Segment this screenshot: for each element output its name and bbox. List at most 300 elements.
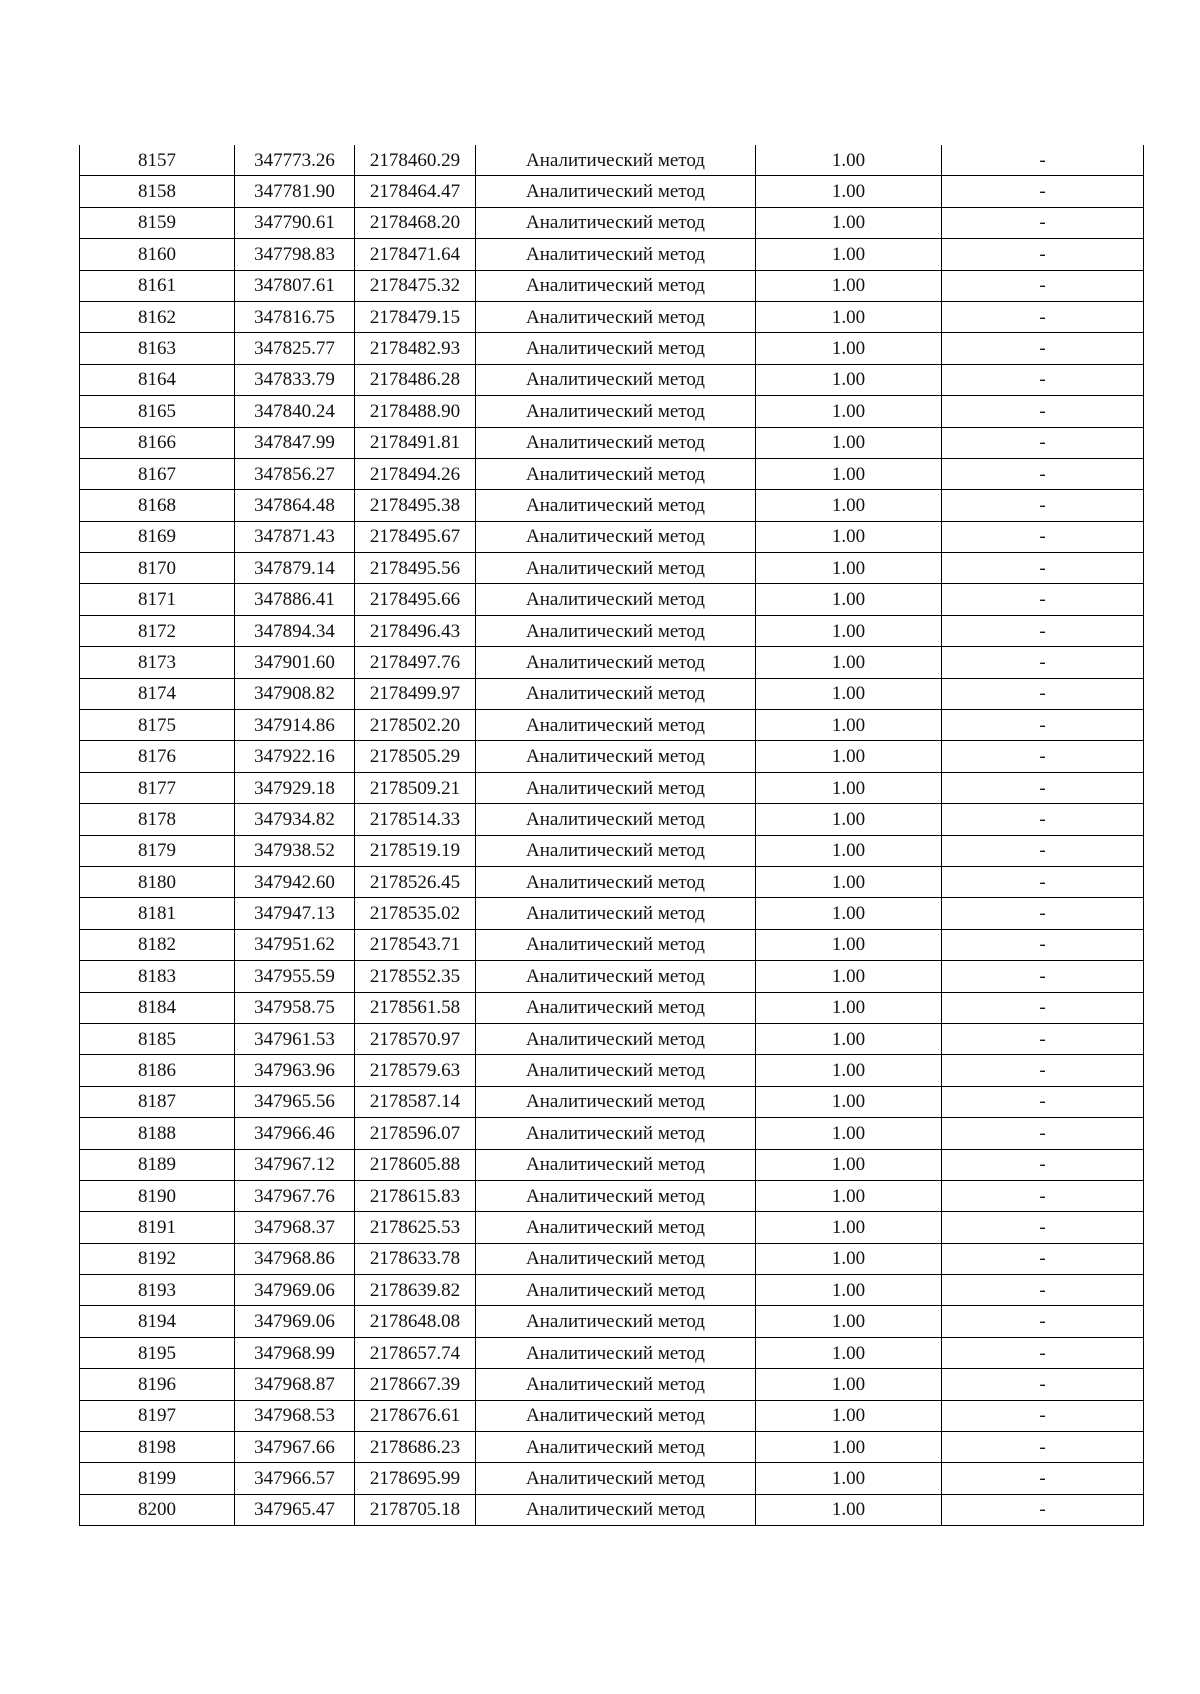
method-cell: Аналитический метод xyxy=(476,1400,756,1431)
y-coordinate-cell: 2178495.67 xyxy=(355,521,476,552)
point-number-cell: 8189 xyxy=(80,1149,235,1180)
accuracy-cell: 1.00 xyxy=(756,647,942,678)
y-coordinate-cell: 2178552.35 xyxy=(355,961,476,992)
x-coordinate-cell: 347847.99 xyxy=(235,427,355,458)
x-coordinate-cell: 347825.77 xyxy=(235,333,355,364)
table-row xyxy=(80,1400,1144,1431)
note-cell: - xyxy=(942,584,1144,615)
x-coordinate-cell: 347922.16 xyxy=(235,741,355,772)
method-cell: Аналитический метод xyxy=(476,1023,756,1054)
table-row xyxy=(80,992,1144,1023)
method-cell: Аналитический метод xyxy=(476,207,756,238)
method-cell: Аналитический метод xyxy=(476,458,756,489)
table-row xyxy=(80,1369,1144,1400)
table-row xyxy=(80,929,1144,960)
x-coordinate-cell: 347965.47 xyxy=(235,1494,355,1525)
accuracy-cell: 1.00 xyxy=(756,1432,942,1463)
accuracy-cell: 1.00 xyxy=(756,1337,942,1368)
method-cell: Аналитический метод xyxy=(476,710,756,741)
note-cell: - xyxy=(942,1463,1144,1494)
method-cell: Аналитический метод xyxy=(476,1432,756,1463)
point-number-cell: 8182 xyxy=(80,929,235,960)
accuracy-cell: 1.00 xyxy=(756,1369,942,1400)
point-number-cell: 8161 xyxy=(80,270,235,301)
table-row xyxy=(80,1086,1144,1117)
x-coordinate-cell: 347781.90 xyxy=(235,176,355,207)
method-cell: Аналитический метод xyxy=(476,804,756,835)
x-coordinate-cell: 347816.75 xyxy=(235,301,355,332)
point-number-cell: 8174 xyxy=(80,678,235,709)
accuracy-cell: 1.00 xyxy=(756,490,942,521)
x-coordinate-cell: 347934.82 xyxy=(235,804,355,835)
x-coordinate-cell: 347938.52 xyxy=(235,835,355,866)
x-coordinate-cell: 347807.61 xyxy=(235,270,355,301)
x-coordinate-cell: 347967.66 xyxy=(235,1432,355,1463)
note-cell: - xyxy=(942,553,1144,584)
method-cell: Аналитический метод xyxy=(476,333,756,364)
y-coordinate-cell: 2178579.63 xyxy=(355,1055,476,1086)
table-row xyxy=(80,710,1144,741)
point-number-cell: 8178 xyxy=(80,804,235,835)
x-coordinate-cell: 347908.82 xyxy=(235,678,355,709)
y-coordinate-cell: 2178505.29 xyxy=(355,741,476,772)
note-cell: - xyxy=(942,207,1144,238)
point-number-cell: 8167 xyxy=(80,458,235,489)
y-coordinate-cell: 2178482.93 xyxy=(355,333,476,364)
y-coordinate-cell: 2178625.53 xyxy=(355,1212,476,1243)
accuracy-cell: 1.00 xyxy=(756,301,942,332)
table-row xyxy=(80,396,1144,427)
x-coordinate-cell: 347966.46 xyxy=(235,1118,355,1149)
method-cell: Аналитический метод xyxy=(476,490,756,521)
y-coordinate-cell: 2178695.99 xyxy=(355,1463,476,1494)
note-cell: - xyxy=(942,490,1144,521)
note-cell: - xyxy=(942,615,1144,646)
accuracy-cell: 1.00 xyxy=(756,396,942,427)
note-cell: - xyxy=(942,929,1144,960)
note-cell: - xyxy=(942,961,1144,992)
y-coordinate-cell: 2178499.97 xyxy=(355,678,476,709)
x-coordinate-cell: 347968.86 xyxy=(235,1243,355,1274)
accuracy-cell: 1.00 xyxy=(756,992,942,1023)
table-row xyxy=(80,521,1144,552)
method-cell: Аналитический метод xyxy=(476,145,756,176)
method-cell: Аналитический метод xyxy=(476,1369,756,1400)
y-coordinate-cell: 2178475.32 xyxy=(355,270,476,301)
point-number-cell: 8177 xyxy=(80,772,235,803)
method-cell: Аналитический метод xyxy=(476,898,756,929)
x-coordinate-cell: 347968.99 xyxy=(235,1337,355,1368)
point-number-cell: 8183 xyxy=(80,961,235,992)
accuracy-cell: 1.00 xyxy=(756,1118,942,1149)
method-cell: Аналитический метод xyxy=(476,1086,756,1117)
method-cell: Аналитический метод xyxy=(476,1149,756,1180)
table-row xyxy=(80,1432,1144,1463)
x-coordinate-cell: 347951.62 xyxy=(235,929,355,960)
point-number-cell: 8191 xyxy=(80,1212,235,1243)
method-cell: Аналитический метод xyxy=(476,1180,756,1211)
x-coordinate-cell: 347871.43 xyxy=(235,521,355,552)
method-cell: Аналитический метод xyxy=(476,301,756,332)
point-number-cell: 8181 xyxy=(80,898,235,929)
x-coordinate-cell: 347914.86 xyxy=(235,710,355,741)
accuracy-cell: 1.00 xyxy=(756,584,942,615)
point-number-cell: 8176 xyxy=(80,741,235,772)
point-number-cell: 8193 xyxy=(80,1275,235,1306)
accuracy-cell: 1.00 xyxy=(756,929,942,960)
table-row xyxy=(80,1306,1144,1337)
note-cell: - xyxy=(942,1306,1144,1337)
method-cell: Аналитический метод xyxy=(476,1275,756,1306)
y-coordinate-cell: 2178543.71 xyxy=(355,929,476,960)
table-row xyxy=(80,333,1144,364)
note-cell: - xyxy=(942,270,1144,301)
x-coordinate-cell: 347886.41 xyxy=(235,584,355,615)
method-cell: Аналитический метод xyxy=(476,427,756,458)
note-cell: - xyxy=(942,364,1144,395)
method-cell: Аналитический метод xyxy=(476,1494,756,1525)
x-coordinate-cell: 347790.61 xyxy=(235,207,355,238)
note-cell: - xyxy=(942,678,1144,709)
y-coordinate-cell: 2178633.78 xyxy=(355,1243,476,1274)
note-cell: - xyxy=(942,1275,1144,1306)
method-cell: Аналитический метод xyxy=(476,521,756,552)
accuracy-cell: 1.00 xyxy=(756,207,942,238)
accuracy-cell: 1.00 xyxy=(756,615,942,646)
accuracy-cell: 1.00 xyxy=(756,145,942,176)
y-coordinate-cell: 2178494.26 xyxy=(355,458,476,489)
x-coordinate-cell: 347961.53 xyxy=(235,1023,355,1054)
table-row xyxy=(80,458,1144,489)
point-number-cell: 8171 xyxy=(80,584,235,615)
point-number-cell: 8172 xyxy=(80,615,235,646)
method-cell: Аналитический метод xyxy=(476,239,756,270)
table-row xyxy=(80,961,1144,992)
point-number-cell: 8170 xyxy=(80,553,235,584)
point-number-cell: 8199 xyxy=(80,1463,235,1494)
point-number-cell: 8185 xyxy=(80,1023,235,1054)
x-coordinate-cell: 347929.18 xyxy=(235,772,355,803)
y-coordinate-cell: 2178496.43 xyxy=(355,615,476,646)
point-number-cell: 8162 xyxy=(80,301,235,332)
accuracy-cell: 1.00 xyxy=(756,835,942,866)
table-row xyxy=(80,270,1144,301)
note-cell: - xyxy=(942,1086,1144,1117)
y-coordinate-cell: 2178615.83 xyxy=(355,1180,476,1211)
note-cell: - xyxy=(942,866,1144,897)
method-cell: Аналитический метод xyxy=(476,1337,756,1368)
note-cell: - xyxy=(942,992,1144,1023)
table-body xyxy=(80,145,1144,1526)
x-coordinate-cell: 347968.53 xyxy=(235,1400,355,1431)
y-coordinate-cell: 2178495.38 xyxy=(355,490,476,521)
x-coordinate-cell: 347968.87 xyxy=(235,1369,355,1400)
method-cell: Аналитический метод xyxy=(476,584,756,615)
y-coordinate-cell: 2178705.18 xyxy=(355,1494,476,1525)
method-cell: Аналитический метод xyxy=(476,396,756,427)
table-row xyxy=(80,615,1144,646)
point-number-cell: 8195 xyxy=(80,1337,235,1368)
accuracy-cell: 1.00 xyxy=(756,270,942,301)
table-row xyxy=(80,772,1144,803)
method-cell: Аналитический метод xyxy=(476,835,756,866)
x-coordinate-cell: 347894.34 xyxy=(235,615,355,646)
note-cell: - xyxy=(942,647,1144,678)
x-coordinate-cell: 347773.26 xyxy=(235,145,355,176)
note-cell: - xyxy=(942,239,1144,270)
accuracy-cell: 1.00 xyxy=(756,176,942,207)
note-cell: - xyxy=(942,427,1144,458)
method-cell: Аналитический метод xyxy=(476,1212,756,1243)
accuracy-cell: 1.00 xyxy=(756,898,942,929)
x-coordinate-cell: 347969.06 xyxy=(235,1275,355,1306)
point-number-cell: 8157 xyxy=(80,145,235,176)
point-number-cell: 8194 xyxy=(80,1306,235,1337)
table-row xyxy=(80,1212,1144,1243)
note-cell: - xyxy=(942,396,1144,427)
accuracy-cell: 1.00 xyxy=(756,1086,942,1117)
note-cell: - xyxy=(942,1337,1144,1368)
point-number-cell: 8192 xyxy=(80,1243,235,1274)
note-cell: - xyxy=(942,772,1144,803)
table-row xyxy=(80,176,1144,207)
table-row xyxy=(80,145,1144,176)
method-cell: Аналитический метод xyxy=(476,553,756,584)
x-coordinate-cell: 347958.75 xyxy=(235,992,355,1023)
x-coordinate-cell: 347942.60 xyxy=(235,866,355,897)
point-number-cell: 8165 xyxy=(80,396,235,427)
table-row xyxy=(80,1149,1144,1180)
method-cell: Аналитический метод xyxy=(476,364,756,395)
y-coordinate-cell: 2178667.39 xyxy=(355,1369,476,1400)
note-cell: - xyxy=(942,1180,1144,1211)
method-cell: Аналитический метод xyxy=(476,615,756,646)
point-number-cell: 8187 xyxy=(80,1086,235,1117)
x-coordinate-cell: 347967.12 xyxy=(235,1149,355,1180)
accuracy-cell: 1.00 xyxy=(756,678,942,709)
method-cell: Аналитический метод xyxy=(476,1243,756,1274)
x-coordinate-cell: 347833.79 xyxy=(235,364,355,395)
point-number-cell: 8166 xyxy=(80,427,235,458)
note-cell: - xyxy=(942,710,1144,741)
table-row xyxy=(80,1243,1144,1274)
accuracy-cell: 1.00 xyxy=(756,772,942,803)
note-cell: - xyxy=(942,1432,1144,1463)
method-cell: Аналитический метод xyxy=(476,176,756,207)
y-coordinate-cell: 2178605.88 xyxy=(355,1149,476,1180)
point-number-cell: 8158 xyxy=(80,176,235,207)
table-row xyxy=(80,1337,1144,1368)
method-cell: Аналитический метод xyxy=(476,647,756,678)
point-number-cell: 8175 xyxy=(80,710,235,741)
y-coordinate-cell: 2178676.61 xyxy=(355,1400,476,1431)
table-row xyxy=(80,207,1144,238)
point-number-cell: 8173 xyxy=(80,647,235,678)
method-cell: Аналитический метод xyxy=(476,741,756,772)
accuracy-cell: 1.00 xyxy=(756,521,942,552)
method-cell: Аналитический метод xyxy=(476,929,756,960)
table-row xyxy=(80,239,1144,270)
table-row xyxy=(80,1055,1144,1086)
accuracy-cell: 1.00 xyxy=(756,364,942,395)
accuracy-cell: 1.00 xyxy=(756,710,942,741)
note-cell: - xyxy=(942,301,1144,332)
y-coordinate-cell: 2178587.14 xyxy=(355,1086,476,1117)
table-row xyxy=(80,584,1144,615)
y-coordinate-cell: 2178486.28 xyxy=(355,364,476,395)
table-row xyxy=(80,1275,1144,1306)
method-cell: Аналитический метод xyxy=(476,772,756,803)
y-coordinate-cell: 2178639.82 xyxy=(355,1275,476,1306)
y-coordinate-cell: 2178497.76 xyxy=(355,647,476,678)
point-number-cell: 8190 xyxy=(80,1180,235,1211)
point-number-cell: 8188 xyxy=(80,1118,235,1149)
table-row xyxy=(80,1023,1144,1054)
table-row xyxy=(80,898,1144,929)
note-cell: - xyxy=(942,1149,1144,1180)
accuracy-cell: 1.00 xyxy=(756,553,942,584)
note-cell: - xyxy=(942,741,1144,772)
x-coordinate-cell: 347966.57 xyxy=(235,1463,355,1494)
accuracy-cell: 1.00 xyxy=(756,1023,942,1054)
point-number-cell: 8168 xyxy=(80,490,235,521)
table-row xyxy=(80,866,1144,897)
accuracy-cell: 1.00 xyxy=(756,458,942,489)
y-coordinate-cell: 2178502.20 xyxy=(355,710,476,741)
point-number-cell: 8196 xyxy=(80,1369,235,1400)
table-row xyxy=(80,647,1144,678)
method-cell: Аналитический метод xyxy=(476,1463,756,1494)
accuracy-cell: 1.00 xyxy=(756,741,942,772)
accuracy-cell: 1.00 xyxy=(756,333,942,364)
note-cell: - xyxy=(942,898,1144,929)
note-cell: - xyxy=(942,333,1144,364)
method-cell: Аналитический метод xyxy=(476,1306,756,1337)
accuracy-cell: 1.00 xyxy=(756,239,942,270)
point-number-cell: 8163 xyxy=(80,333,235,364)
accuracy-cell: 1.00 xyxy=(756,1055,942,1086)
point-number-cell: 8169 xyxy=(80,521,235,552)
accuracy-cell: 1.00 xyxy=(756,1494,942,1525)
y-coordinate-cell: 2178514.33 xyxy=(355,804,476,835)
y-coordinate-cell: 2178596.07 xyxy=(355,1118,476,1149)
table-row xyxy=(80,835,1144,866)
accuracy-cell: 1.00 xyxy=(756,1306,942,1337)
note-cell: - xyxy=(942,1243,1144,1274)
x-coordinate-cell: 347965.56 xyxy=(235,1086,355,1117)
table-row xyxy=(80,427,1144,458)
method-cell: Аналитический метод xyxy=(476,866,756,897)
x-coordinate-cell: 347879.14 xyxy=(235,553,355,584)
y-coordinate-cell: 2178648.08 xyxy=(355,1306,476,1337)
y-coordinate-cell: 2178488.90 xyxy=(355,396,476,427)
table-row xyxy=(80,553,1144,584)
table-row xyxy=(80,490,1144,521)
table-row xyxy=(80,301,1144,332)
point-number-cell: 8164 xyxy=(80,364,235,395)
note-cell: - xyxy=(942,1118,1144,1149)
table-row xyxy=(80,678,1144,709)
point-number-cell: 8160 xyxy=(80,239,235,270)
x-coordinate-cell: 347864.48 xyxy=(235,490,355,521)
coordinates-table xyxy=(79,145,1144,1526)
method-cell: Аналитический метод xyxy=(476,678,756,709)
method-cell: Аналитический метод xyxy=(476,992,756,1023)
point-number-cell: 8186 xyxy=(80,1055,235,1086)
accuracy-cell: 1.00 xyxy=(756,1212,942,1243)
point-number-cell: 8197 xyxy=(80,1400,235,1431)
accuracy-cell: 1.00 xyxy=(756,1275,942,1306)
accuracy-cell: 1.00 xyxy=(756,1180,942,1211)
x-coordinate-cell: 347967.76 xyxy=(235,1180,355,1211)
y-coordinate-cell: 2178561.58 xyxy=(355,992,476,1023)
accuracy-cell: 1.00 xyxy=(756,427,942,458)
y-coordinate-cell: 2178468.20 xyxy=(355,207,476,238)
point-number-cell: 8180 xyxy=(80,866,235,897)
method-cell: Аналитический метод xyxy=(476,270,756,301)
y-coordinate-cell: 2178686.23 xyxy=(355,1432,476,1463)
x-coordinate-cell: 347840.24 xyxy=(235,396,355,427)
y-coordinate-cell: 2178570.97 xyxy=(355,1023,476,1054)
table-row xyxy=(80,741,1144,772)
y-coordinate-cell: 2178479.15 xyxy=(355,301,476,332)
point-number-cell: 8200 xyxy=(80,1494,235,1525)
y-coordinate-cell: 2178464.47 xyxy=(355,176,476,207)
note-cell: - xyxy=(942,1023,1144,1054)
note-cell: - xyxy=(942,1369,1144,1400)
note-cell: - xyxy=(942,1494,1144,1525)
x-coordinate-cell: 347955.59 xyxy=(235,961,355,992)
table-row xyxy=(80,1118,1144,1149)
note-cell: - xyxy=(942,521,1144,552)
note-cell: - xyxy=(942,1400,1144,1431)
x-coordinate-cell: 347947.13 xyxy=(235,898,355,929)
point-number-cell: 8184 xyxy=(80,992,235,1023)
note-cell: - xyxy=(942,145,1144,176)
accuracy-cell: 1.00 xyxy=(756,1243,942,1274)
method-cell: Аналитический метод xyxy=(476,1055,756,1086)
method-cell: Аналитический метод xyxy=(476,1118,756,1149)
y-coordinate-cell: 2178535.02 xyxy=(355,898,476,929)
table-row xyxy=(80,804,1144,835)
method-cell: Аналитический метод xyxy=(476,961,756,992)
accuracy-cell: 1.00 xyxy=(756,804,942,835)
x-coordinate-cell: 347901.60 xyxy=(235,647,355,678)
accuracy-cell: 1.00 xyxy=(756,1463,942,1494)
x-coordinate-cell: 347798.83 xyxy=(235,239,355,270)
note-cell: - xyxy=(942,1055,1144,1086)
point-number-cell: 8159 xyxy=(80,207,235,238)
y-coordinate-cell: 2178471.64 xyxy=(355,239,476,270)
note-cell: - xyxy=(942,804,1144,835)
accuracy-cell: 1.00 xyxy=(756,1149,942,1180)
note-cell: - xyxy=(942,835,1144,866)
x-coordinate-cell: 347968.37 xyxy=(235,1212,355,1243)
x-coordinate-cell: 347963.96 xyxy=(235,1055,355,1086)
y-coordinate-cell: 2178519.19 xyxy=(355,835,476,866)
point-number-cell: 8179 xyxy=(80,835,235,866)
table-row xyxy=(80,1463,1144,1494)
table-row xyxy=(80,1494,1144,1525)
y-coordinate-cell: 2178509.21 xyxy=(355,772,476,803)
accuracy-cell: 1.00 xyxy=(756,866,942,897)
y-coordinate-cell: 2178460.29 xyxy=(355,145,476,176)
note-cell: - xyxy=(942,1212,1144,1243)
y-coordinate-cell: 2178657.74 xyxy=(355,1337,476,1368)
accuracy-cell: 1.00 xyxy=(756,961,942,992)
accuracy-cell: 1.00 xyxy=(756,1400,942,1431)
x-coordinate-cell: 347856.27 xyxy=(235,458,355,489)
